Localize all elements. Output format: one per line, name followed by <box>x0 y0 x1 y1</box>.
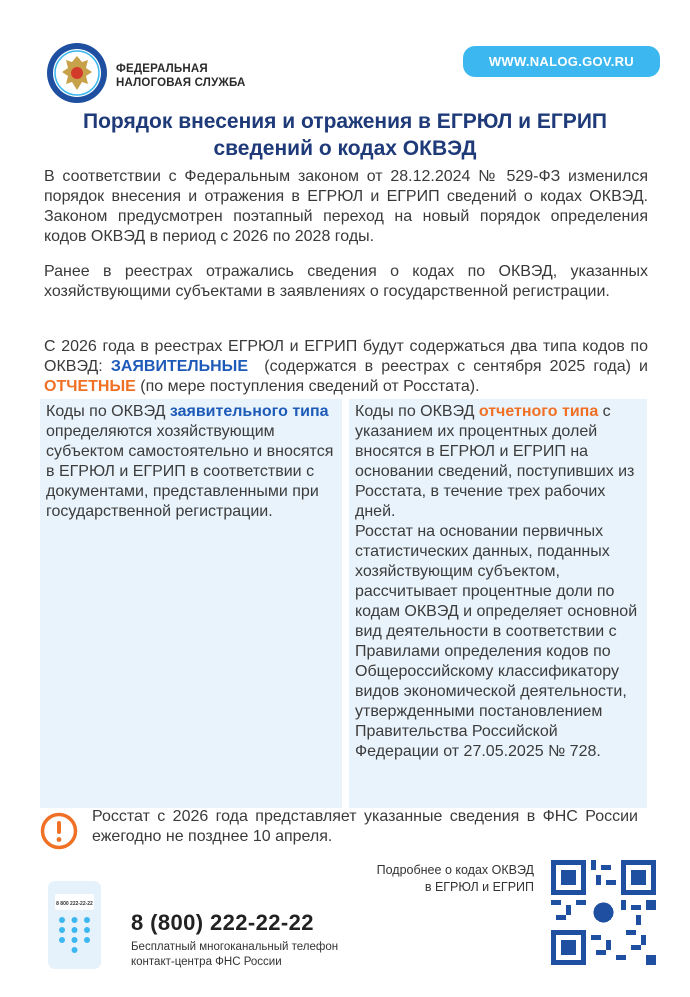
title-line1: Порядок внесения и отражения в ЕГРЮЛ и ЕГРИП <box>82 110 607 133</box>
intro-paragraph: В соответствии с Федеральным законом от 28.12.2024 № 529-ФЗ изменился порядок внесения и отражения в ЕГРЮЛ и ЕГРИП сведений о кодах ОКВЭД. Законом предусмотрен поэтапный переход на новый порядок определения кодов ОКВЭД в период с 2026 по 2028 годы. <box>44 168 648 245</box>
code-types-paragraph <box>44 337 653 397</box>
title-line2: сведений о кодах ОКВЭД <box>213 137 477 160</box>
hotline-desc-line1: Бесплатный многоканальный телефон <box>131 941 339 953</box>
fns-emblem-icon <box>46 42 108 104</box>
declarative-codes-box <box>40 399 342 808</box>
more-info-text <box>330 862 534 896</box>
more-info-line1: Подробнее о кодах ОКВЭД <box>376 863 534 877</box>
site-link[interactable]: WWW.NALOG.GOV.RU <box>463 46 660 77</box>
right-box-text-c: с указанием их процентных долей вносятся в ЕГРЮЛ и ЕГРИП на основании сведений, поступивших из Росстата, в течение трех рабочих дней. <box>355 403 635 520</box>
previous-order-paragraph: Ранее в реестрах отражались сведения о кодах по ОКВЭД, указанных хозяйствующими субъектами в заявлениях о государственной регистрации. <box>44 263 648 300</box>
org-name-line2: НАЛОГОВАЯ СЛУЖБА <box>116 77 246 89</box>
right-box-text-a: Коды по ОКВЭД <box>355 403 479 420</box>
declarative-label: ЗАЯВИТЕЛЬНЫЕ <box>110 358 249 375</box>
hotline-number[interactable]: 8 (800) 222-22-22 <box>131 910 314 935</box>
left-box-highlight: заявительного типа <box>169 403 329 420</box>
header <box>46 42 660 112</box>
right-box-highlight: отчетного типа <box>478 403 599 420</box>
warning-text: Росстат с 2026 года представляет указанные сведения в ФНС России ежегодно не позднее 10 апреля. <box>92 808 638 845</box>
org-name <box>116 62 246 90</box>
left-box-text-c: определяются хозяйствующим субъектом самостоятельно и вносятся в ЕГРЮЛ и ЕГРИП в соответствии с документами, представленными при государственной регистрации. <box>46 423 334 520</box>
phone-screen-number: 8 800 222-22-22 <box>56 901 93 907</box>
p3-text-e: (по мере поступления сведений от Росстата). <box>135 378 480 395</box>
exclamation-icon <box>40 812 78 850</box>
qr-code-icon[interactable] <box>551 860 656 965</box>
left-box-text-a: Коды по ОКВЭД <box>46 403 170 420</box>
page-title <box>0 108 690 162</box>
more-info-line2: в ЕГРЮЛ и ЕГРИП <box>424 880 534 894</box>
reporting-codes-box <box>349 399 647 808</box>
p3-text-a: С 2026 года в реестрах ЕГРЮЛ и ЕГРИП будут содержаться два типа кодов по ОКВЭД: <box>44 338 648 375</box>
phone-icon <box>47 880 102 970</box>
right-box-rosstat-text: Росстат на основании первичных статистических данных, поданных хозяйствующим субъектом, рассчитывает процентные доли по кодам ОКВЭД и определяет основной вид деятельности в соответствии с Правилами определения кодов по Общероссийскому классификатору видов экономической деятельности, утвержденными постановлением Правительства Российской Федерации от 27.05.2025 № 728. <box>355 523 638 760</box>
org-name-line1: ФЕДЕРАЛЬНАЯ <box>116 63 208 75</box>
p3-text-c: (содержатся в реестрах с сентября 2025 года) и <box>248 358 653 375</box>
hotline-description <box>131 940 338 970</box>
reporting-label: ОТЧЕТНЫЕ <box>44 378 136 395</box>
hotline-desc-line2: контакт-центра ФНС России <box>131 956 282 968</box>
